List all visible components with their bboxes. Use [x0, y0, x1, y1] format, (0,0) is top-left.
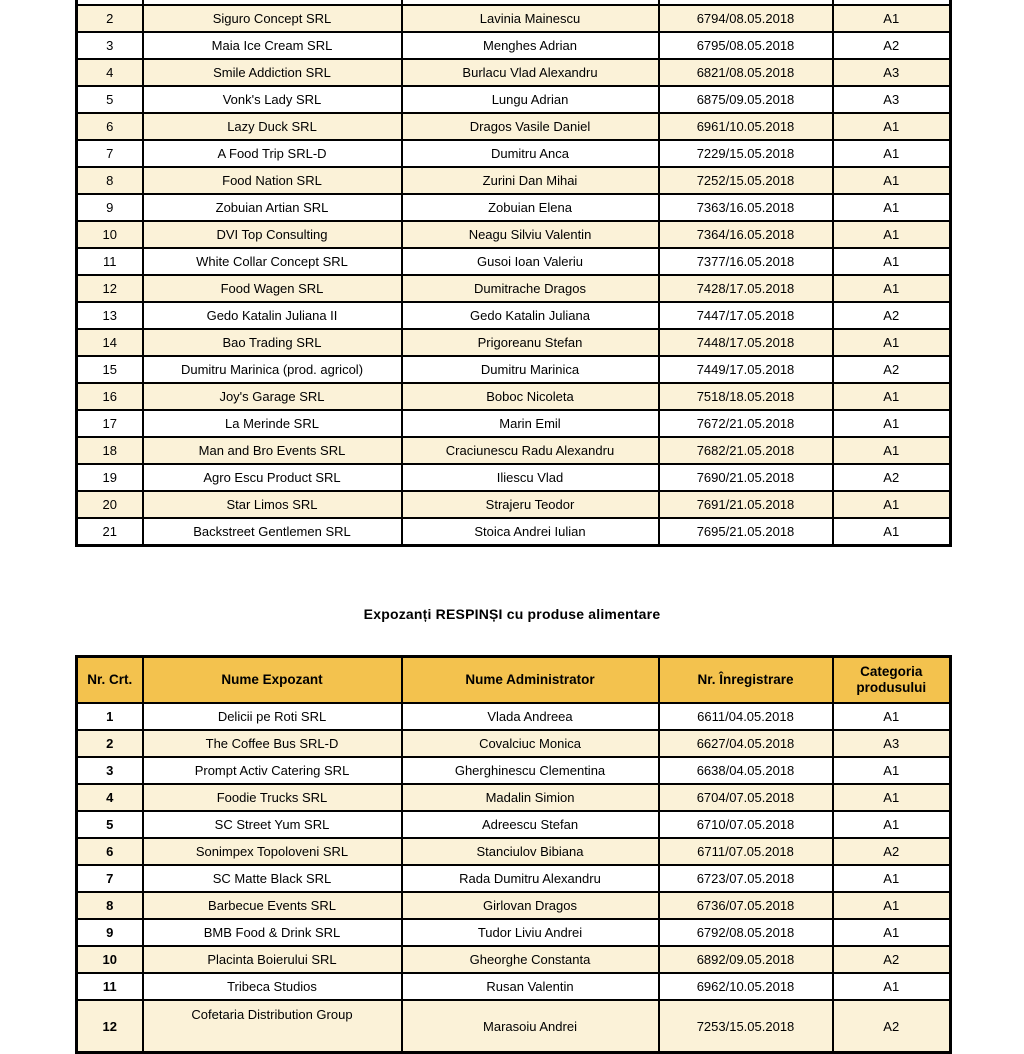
table-row — [77, 838, 951, 865]
cell-inregistrare: 6875/09.05.2018 — [659, 86, 833, 113]
cell-expozant: Delicii pe Roti SRL — [143, 703, 402, 730]
cell-administrator: Prigoreanu Stefan — [402, 329, 659, 356]
table-row — [77, 32, 951, 59]
cell-expozant: Sonimpex Topoloveni SRL — [143, 838, 402, 865]
cell-categoria: A1 — [833, 865, 951, 892]
cell-expozant: Man and Bro Events SRL — [143, 437, 402, 464]
cell-expozant: Backstreet Gentlemen SRL — [143, 518, 402, 546]
cell-administrator: Craciunescu Radu Alexandru — [402, 437, 659, 464]
cell-categoria: A2 — [833, 32, 951, 59]
cell-categoria: A1 — [833, 113, 951, 140]
cell-administrator: Gedo Katalin Juliana — [402, 302, 659, 329]
cell-nr: 5 — [77, 86, 143, 113]
cell-nr: 7 — [77, 865, 143, 892]
cell-administrator: Gheorghe Constanta — [402, 946, 659, 973]
cell-inregistrare: 6795/08.05.2018 — [659, 32, 833, 59]
cell-administrator: Zobuian Elena — [402, 194, 659, 221]
cell-administrator: Madalin Simion — [402, 784, 659, 811]
cell-categoria: A1 — [833, 167, 951, 194]
cell-nr: 6 — [77, 838, 143, 865]
cell-nr: 18 — [77, 437, 143, 464]
cell-administrator: Covalciuc Monica — [402, 730, 659, 757]
column-header: Nume Expozant — [143, 657, 402, 704]
table-row — [77, 757, 951, 784]
cell-nr: 3 — [77, 757, 143, 784]
cell-categoria: A1 — [833, 757, 951, 784]
cell-administrator: Dumitru Marinica — [402, 356, 659, 383]
table-row — [77, 518, 951, 546]
cell-inregistrare: 6736/07.05.2018 — [659, 892, 833, 919]
table-row — [77, 410, 951, 437]
cell-inregistrare: 6704/07.05.2018 — [659, 784, 833, 811]
table-row — [77, 811, 951, 838]
column-header: Categoria produsului — [833, 657, 951, 704]
cell-nr: 14 — [77, 329, 143, 356]
cell-categoria: A2 — [833, 464, 951, 491]
cell-categoria: A3 — [833, 730, 951, 757]
table-row — [77, 946, 951, 973]
cell-expozant: Cofetaria Distribution Group — [143, 1000, 402, 1053]
cell-categoria: A1 — [833, 410, 951, 437]
cell-expozant: Zobuian Artian SRL — [143, 194, 402, 221]
cell-categoria: A1 — [833, 194, 951, 221]
table-row — [77, 356, 951, 383]
cell-administrator: Zurini Dan Mihai — [402, 167, 659, 194]
cell-administrator: Stoica Andrei Iulian — [402, 518, 659, 546]
table-row — [77, 703, 951, 730]
cell-nr: 20 — [77, 491, 143, 518]
cell-categoria: A2 — [833, 1000, 951, 1053]
cell-inregistrare: 6711/07.05.2018 — [659, 838, 833, 865]
cell-nr: 3 — [77, 32, 143, 59]
table-row — [77, 383, 951, 410]
cell-administrator: Strajeru Teodor — [402, 491, 659, 518]
cell-nr: 15 — [77, 356, 143, 383]
cell-nr: 12 — [77, 1000, 143, 1053]
rejected-table-header — [77, 657, 951, 704]
cell-inregistrare: 6611/04.05.2018 — [659, 703, 833, 730]
cell-inregistrare: 7448/17.05.2018 — [659, 329, 833, 356]
cell-expozant: SC Street Yum SRL — [143, 811, 402, 838]
cell-nr: 10 — [77, 221, 143, 248]
cell-nr: 10 — [77, 946, 143, 973]
cell-administrator: Dumitru Anca — [402, 140, 659, 167]
cell-administrator: Burlacu Vlad Alexandru — [402, 59, 659, 86]
cell-categoria: A1 — [833, 703, 951, 730]
cell-expozant: DVI Top Consulting — [143, 221, 402, 248]
cell-expozant: Siguro Concept SRL — [143, 5, 402, 32]
rejected-table-body — [77, 703, 951, 1053]
cell-nr: 16 — [77, 383, 143, 410]
cell-nr: 12 — [77, 275, 143, 302]
table-row — [77, 784, 951, 811]
cell-expozant: Agro Escu Product SRL — [143, 464, 402, 491]
cell-inregistrare: 6961/10.05.2018 — [659, 113, 833, 140]
table-row — [77, 302, 951, 329]
table-row — [77, 221, 951, 248]
cell-expozant: La Merinde SRL — [143, 410, 402, 437]
cell-administrator: Girlovan Dragos — [402, 892, 659, 919]
cell-inregistrare: 6794/08.05.2018 — [659, 5, 833, 32]
cell-inregistrare: 7682/21.05.2018 — [659, 437, 833, 464]
cell-nr: 4 — [77, 784, 143, 811]
table-row — [77, 113, 951, 140]
cell-nr: 7 — [77, 140, 143, 167]
cell-administrator: Lavinia Mainescu — [402, 5, 659, 32]
table-row — [77, 194, 951, 221]
table-row — [77, 865, 951, 892]
cell-nr: 8 — [77, 167, 143, 194]
cell-expozant: A Food Trip SRL-D — [143, 140, 402, 167]
cell-administrator: Menghes Adrian — [402, 32, 659, 59]
cell-nr: 1 — [77, 703, 143, 730]
cell-nr: 9 — [77, 919, 143, 946]
cell-administrator: Gusoi Ioan Valeriu — [402, 248, 659, 275]
cell-nr: 11 — [77, 973, 143, 1000]
table-row — [77, 464, 951, 491]
cell-nr: 2 — [77, 730, 143, 757]
cell-categoria: A2 — [833, 356, 951, 383]
cell-nr: 5 — [77, 811, 143, 838]
cell-administrator: Boboc Nicoleta — [402, 383, 659, 410]
cell-inregistrare: 7695/21.05.2018 — [659, 518, 833, 546]
cell-categoria: A1 — [833, 491, 951, 518]
cell-administrator: Rusan Valentin — [402, 973, 659, 1000]
table-row — [77, 86, 951, 113]
cell-administrator: Marasoiu Andrei — [402, 1000, 659, 1053]
cell-expozant: Placinta Boierului SRL — [143, 946, 402, 973]
cell-nr: 21 — [77, 518, 143, 546]
cell-expozant: Food Nation SRL — [143, 167, 402, 194]
section-title: Expozanți RESPINȘI cu produse alimentare — [363, 606, 661, 622]
cell-inregistrare: 6792/08.05.2018 — [659, 919, 833, 946]
cell-expozant: SC Matte Black SRL — [143, 865, 402, 892]
cell-expozant: Maia Ice Cream SRL — [143, 32, 402, 59]
column-header: Nume Administrator — [402, 657, 659, 704]
cell-categoria: A2 — [833, 838, 951, 865]
cell-inregistrare: 7252/15.05.2018 — [659, 167, 833, 194]
cell-inregistrare: 7377/16.05.2018 — [659, 248, 833, 275]
cell-expozant: Star Limos SRL — [143, 491, 402, 518]
rejected-exhibitors-table — [75, 655, 952, 1054]
cell-categoria: A3 — [833, 59, 951, 86]
cell-inregistrare: 6821/08.05.2018 — [659, 59, 833, 86]
cell-expozant: Barbecue Events SRL — [143, 892, 402, 919]
cell-inregistrare: 7364/16.05.2018 — [659, 221, 833, 248]
cell-expozant: Bao Trading SRL — [143, 329, 402, 356]
table-row — [77, 248, 951, 275]
cell-inregistrare: 7672/21.05.2018 — [659, 410, 833, 437]
approved-exhibitors-table — [75, 0, 952, 547]
cell-categoria: A1 — [833, 437, 951, 464]
cell-administrator: Neagu Silviu Valentin — [402, 221, 659, 248]
cell-categoria: A1 — [833, 919, 951, 946]
approved-table-body — [77, 0, 951, 546]
cell-categoria: A1 — [833, 518, 951, 546]
cell-categoria: A1 — [833, 811, 951, 838]
cell-nr: 2 — [77, 5, 143, 32]
cell-inregistrare: 7518/18.05.2018 — [659, 383, 833, 410]
cell-administrator: Iliescu Vlad — [402, 464, 659, 491]
table-row — [77, 59, 951, 86]
cell-expozant: Smile Addiction SRL — [143, 59, 402, 86]
cell-inregistrare: 6892/09.05.2018 — [659, 946, 833, 973]
cell-expozant: Foodie Trucks SRL — [143, 784, 402, 811]
table-row — [77, 167, 951, 194]
table-row — [77, 491, 951, 518]
table-row — [77, 919, 951, 946]
table-row — [77, 275, 951, 302]
cell-administrator: Marin Emil — [402, 410, 659, 437]
cell-categoria: A1 — [833, 5, 951, 32]
cell-administrator: Adreescu Stefan — [402, 811, 659, 838]
cell-administrator: Dragos Vasile Daniel — [402, 113, 659, 140]
cell-expozant: BMB Food & Drink SRL — [143, 919, 402, 946]
cell-nr: 17 — [77, 410, 143, 437]
cell-administrator: Tudor Liviu Andrei — [402, 919, 659, 946]
cell-categoria: A1 — [833, 275, 951, 302]
table-row — [77, 1000, 951, 1053]
cell-categoria: A3 — [833, 86, 951, 113]
cell-inregistrare: 7253/15.05.2018 — [659, 1000, 833, 1053]
table-row — [77, 730, 951, 757]
cell-categoria: A1 — [833, 221, 951, 248]
cell-categoria: A1 — [833, 383, 951, 410]
table-row — [77, 892, 951, 919]
cell-nr: 4 — [77, 59, 143, 86]
cell-nr: 9 — [77, 194, 143, 221]
cell-inregistrare: 6627/04.05.2018 — [659, 730, 833, 757]
cell-expozant: Dumitru Marinica (prod. agricol) — [143, 356, 402, 383]
cell-categoria: A2 — [833, 946, 951, 973]
cell-administrator: Dumitrache Dragos — [402, 275, 659, 302]
column-header: Nr. Înregistrare — [659, 657, 833, 704]
cell-expozant: Lazy Duck SRL — [143, 113, 402, 140]
table-row — [77, 329, 951, 356]
cell-expozant: Tribeca Studios — [143, 973, 402, 1000]
cell-categoria: A1 — [833, 140, 951, 167]
cell-nr: 8 — [77, 892, 143, 919]
cell-expozant: Vonk's Lady SRL — [143, 86, 402, 113]
cell-inregistrare: 6723/07.05.2018 — [659, 865, 833, 892]
table-row — [77, 140, 951, 167]
cell-inregistrare: 7428/17.05.2018 — [659, 275, 833, 302]
cell-inregistrare: 6962/10.05.2018 — [659, 973, 833, 1000]
cell-inregistrare: 7449/17.05.2018 — [659, 356, 833, 383]
cell-inregistrare: 7363/16.05.2018 — [659, 194, 833, 221]
cell-categoria: A1 — [833, 784, 951, 811]
cell-categoria: A1 — [833, 248, 951, 275]
cell-administrator: Stanciulov Bibiana — [402, 838, 659, 865]
cell-nr: 13 — [77, 302, 143, 329]
cell-expozant: Gedo Katalin Juliana II — [143, 302, 402, 329]
cell-expozant: Prompt Activ Catering SRL — [143, 757, 402, 784]
table-row — [77, 973, 951, 1000]
cell-nr: 11 — [77, 248, 143, 275]
cell-inregistrare: 7690/21.05.2018 — [659, 464, 833, 491]
header-row — [77, 657, 951, 704]
cell-inregistrare: 7691/21.05.2018 — [659, 491, 833, 518]
cell-expozant: The Coffee Bus SRL-D — [143, 730, 402, 757]
cell-nr: 19 — [77, 464, 143, 491]
cell-expozant: Food Wagen SRL — [143, 275, 402, 302]
cell-inregistrare: 6710/07.05.2018 — [659, 811, 833, 838]
cell-inregistrare: 7229/15.05.2018 — [659, 140, 833, 167]
cell-categoria: A1 — [833, 892, 951, 919]
cell-categoria: A2 — [833, 302, 951, 329]
column-header: Nr. Crt. — [77, 657, 143, 704]
cell-expozant: White Collar Concept SRL — [143, 248, 402, 275]
table-row — [77, 437, 951, 464]
cell-administrator: Lungu Adrian — [402, 86, 659, 113]
cell-inregistrare: 6638/04.05.2018 — [659, 757, 833, 784]
cell-administrator: Vlada Andreea — [402, 703, 659, 730]
cell-categoria: A1 — [833, 973, 951, 1000]
cell-inregistrare: 7447/17.05.2018 — [659, 302, 833, 329]
cell-expozant: Joy's Garage SRL — [143, 383, 402, 410]
table-row — [77, 5, 951, 32]
cell-nr: 6 — [77, 113, 143, 140]
cell-administrator: Gherghinescu Clementina — [402, 757, 659, 784]
cell-categoria: A1 — [833, 329, 951, 356]
cell-administrator: Rada Dumitru Alexandru — [402, 865, 659, 892]
